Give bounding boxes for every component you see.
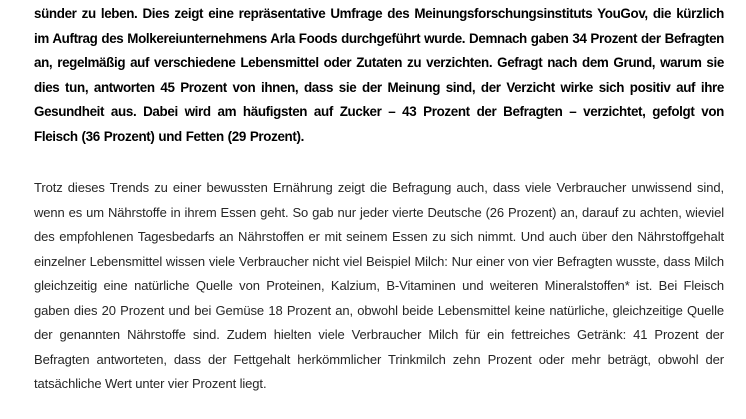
paragraph-survey-summary: sünder zu leben. Dies zeigt eine repräsentative Umfrage des Meinungsforschungsinstituts YouGov, die kürzlich im Auftrag des Molkereiunternehmens Arla Foods durchgeführt wurde. Demnach gaben 34 Prozent der Befragten an, regelmäßig auf verschiedene Lebensmittel oder Zutaten zu verzichten. Gefragt nach dem Grund, warum sie dies tun, antworten 45 Prozent von ihnen, dass sie der Meinung sind, der Verzicht wirke sich positiv auf ihre Gesundheit aus. Dabei wird am häufigsten auf Zucker – 43 Prozent der Befragten – verzichtet, gefolgt von Fleisch (36 Prozent) und Fetten (29 Prozent). [34,6,724,144]
paragraph-nutrition-awareness: Trotz dieses Trends zu einer bewussten Ernährung zeigt die Befragung auch, dass viele Verbraucher unwissend sind, wenn es um Nährstoffe in ihrem Essen geht. So gab nur jeder vierte Deutsche (26 Prozent) an, darauf zu achten, wieviel des empfohlenen Tagesbedarfs an Nährstoffen er mit seinem Essen zu sich nimmt. Und auch über den Nährstoffgehalt einzelner Lebensmittel wissen viele Verbraucher nicht viel Beispiel Milch: Nur einer von vier Befragten wusste, dass Milch gleichzeitig eine natürliche Quelle von Proteinen, Kalzium, B-Vitaminen und weiteren Mineralstoffen* ist. Bei Fleisch gaben dies 20 Prozent und bei Gemüse 18 Prozent an, obwohl beide Lebensmittel keine natürliche, gleichzeitige Quelle der genannten Nährstoffe sind. Zudem hielten viele Verbraucher Milch für ein fettreiches Getränk: 41 Prozent der Befragten antworteten, dass der Fettgehalt herkömmlicher Trinkmilch zehn Prozent oder mehr beträgt, obwohl der tatsächliche Wert unter vier Prozent liegt. [34,180,724,391]
